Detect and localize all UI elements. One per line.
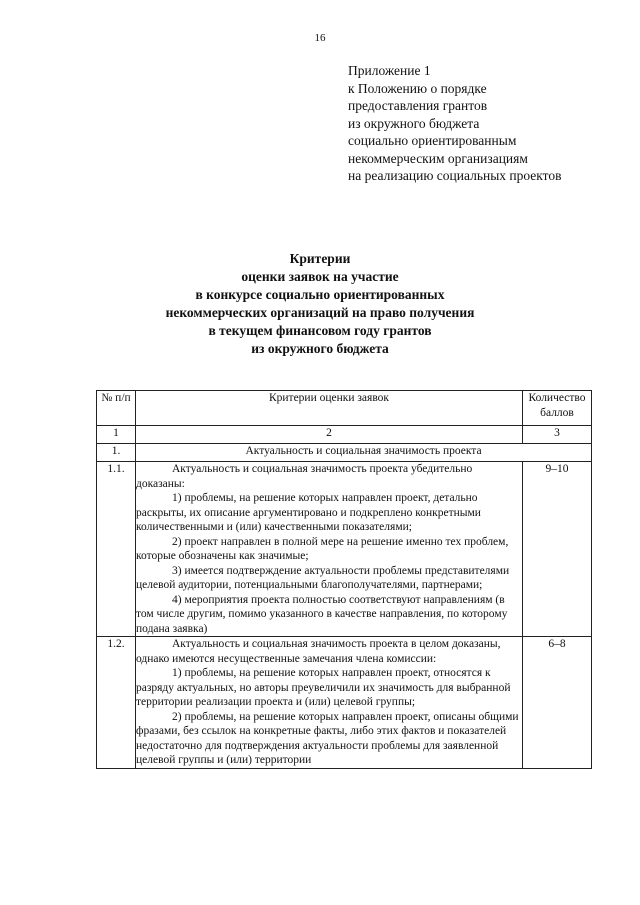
criteria-table bbox=[96, 390, 592, 769]
criteria-paragraph: 3) имеется подтверждение актуальности проблемы представителями целевой аудитории, потенциальными благополучателями, партнерами; bbox=[136, 564, 510, 591]
title-line: в текущем финансовом году грантов bbox=[208, 323, 432, 338]
column-number: 2 bbox=[136, 426, 523, 444]
row-criteria bbox=[136, 637, 523, 769]
header-number: № п/п bbox=[97, 391, 136, 426]
section-title: Актуальность и социальная значимость проекта bbox=[136, 444, 592, 462]
row-number: 1.2. bbox=[97, 637, 136, 769]
title-line: некоммерческих организаций на право получения bbox=[165, 305, 475, 320]
criteria-paragraph: 1) проблемы, на решение которых направлен проект, детально раскрыты, их описание аргументировано и подкреплено конкретными количественными и (или) качественными показателями; bbox=[136, 492, 481, 533]
title-line: оценки заявок на участие bbox=[241, 269, 399, 284]
appendix-line: на реализацию социальных проектов bbox=[348, 168, 562, 183]
header-score: Количество баллов bbox=[523, 391, 592, 426]
appendix-line: из окружного бюджета bbox=[348, 115, 480, 131]
row-score: 9–10 bbox=[523, 462, 592, 637]
row-score: 6–8 bbox=[523, 637, 592, 769]
criteria-paragraph: 4) мероприятия проекта полностью соответствуют направлениям (в том числе другим, помимо указанного в качестве направления, по которому подана заявка) bbox=[136, 593, 508, 635]
title-line: из окружного бюджета bbox=[251, 341, 389, 356]
appendix-line: некоммерческим организациям bbox=[348, 150, 528, 166]
title-line: Критерии bbox=[289, 251, 351, 266]
row-criteria bbox=[136, 462, 523, 637]
section-number: 1. bbox=[97, 444, 136, 462]
column-number: 1 bbox=[97, 426, 136, 444]
section-row bbox=[97, 444, 592, 462]
criteria-paragraph: 2) проект направлен в полной мере на решение именно тех проблем, которые обозначены как значимые; bbox=[136, 535, 509, 562]
criteria-paragraph: Актуальность и социальная значимость проекта в целом доказаны, однако имеются несущественные замечания члена комиссии: bbox=[136, 638, 501, 665]
appendix-header bbox=[348, 62, 562, 185]
row-number: 1.1. bbox=[97, 462, 136, 637]
column-numbers-row bbox=[97, 426, 592, 444]
appendix-line: предоставления грантов bbox=[348, 98, 488, 113]
table-header-row bbox=[97, 391, 592, 426]
appendix-line: социально ориентированным bbox=[348, 133, 517, 148]
appendix-line: Приложение 1 bbox=[348, 63, 431, 78]
page-number: 16 bbox=[314, 32, 326, 44]
table-row bbox=[97, 637, 592, 769]
appendix-line: к Положению о порядке bbox=[348, 80, 487, 96]
column-number: 3 bbox=[523, 426, 592, 444]
criteria-paragraph: 1) проблемы, на решение которых направлен проект, относятся к разряду актуальных, но авторы преувеличили их значимость для выбранной территории реализации проекта и (или) целевой группы; bbox=[136, 667, 511, 708]
criteria-paragraph: Актуальность и социальная значимость проекта убедительно доказаны: bbox=[136, 463, 473, 490]
title-line: в конкурсе социально ориентированных bbox=[195, 287, 445, 302]
criteria-paragraph: 2) проблемы, на решение которых направлен проект, описаны общими фразами, без ссылок на конкретные факты, либо этих фактов и показателей недостаточно для подтверждения актуальности проблемы для заявленной целевой группы и (или) территории bbox=[136, 710, 519, 766]
table-row bbox=[97, 462, 592, 637]
document-title bbox=[0, 250, 640, 358]
header-criteria: Критерии оценки заявок bbox=[136, 391, 523, 426]
